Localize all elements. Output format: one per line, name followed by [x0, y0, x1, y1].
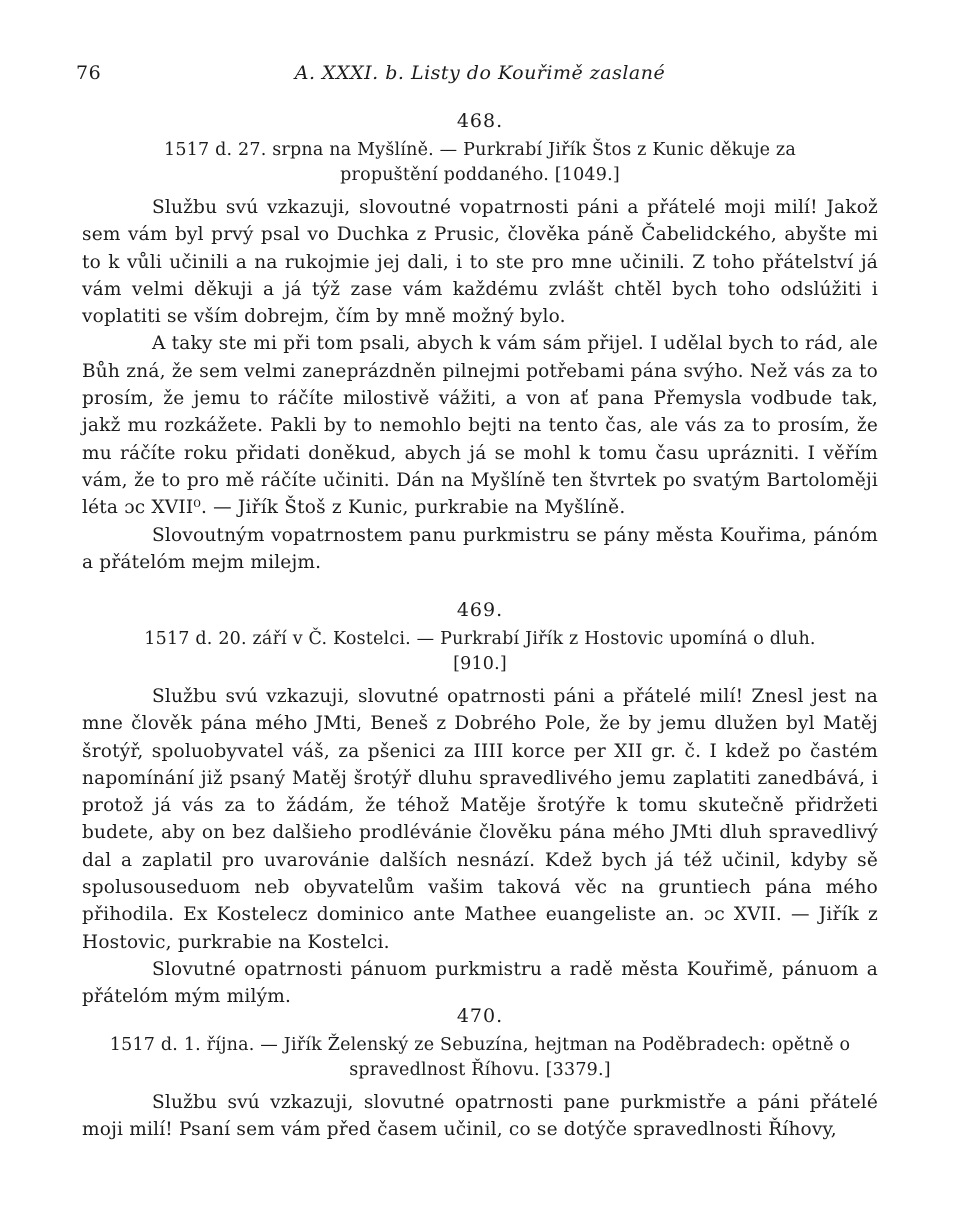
entry-regest: 1517 d. 20. září v Č. Kostelci. — Purkrabí Jiřík z Hostovic upomíná o dluh. [910.]: [144, 629, 816, 674]
entry-regest: 1517 d. 27. srpna na Myšlíně. — Purkrabí Jiřík Štos z Kunic děkuje za propuštění poddaného. [1049.]: [164, 140, 796, 185]
page-number: 76: [76, 62, 102, 84]
running-title: A. XXXI. b. Listy do Kouřimě zaslané: [294, 62, 666, 84]
entry-number: 468.: [456, 110, 504, 132]
entry-number: 469.: [456, 599, 504, 621]
letter-entry-469: [82, 597, 878, 1011]
running-head: [76, 62, 878, 88]
letter-paragraph: Službu svú vzkazuji, slovutné opatrnosti pane purkmistře a páni přátelé moji milí! Psaní sem vám před časem učinil, co se dotýče spravedlnosti Říhovy,: [82, 1092, 878, 1141]
letter-address: Slovutné opatrnosti pánuom purkmistru a radě města Kouřimě, pánuom a přátelóm mým milým.: [82, 958, 878, 1008]
entry-regest: 1517 d. 1. října. — Jiřík Želenský ze Sebuzína, hejtman na Poděbradech: opětně o spravedlnost Říhovu. [3379.]: [109, 1035, 851, 1080]
entry-number: 470.: [456, 1005, 504, 1027]
letter-entry-468: [82, 108, 878, 576]
letter-paragraph: A taky ste mi při tom psali, abych k vám sám přijel. I udělal bych to rád, ale Bůh zná, že sem velmi zaneprázdněn pilnejmi potřebami pána svýho. Než vás za to prosím, že jemu to ráčíte milostivě vážiti, a von ať pana Přemysla vodbude tak, jakž mu rozkážete. Pakli by to nemohlo bejti na tento čas, ale vás za to prosím, že mu ráčíte roku přidati doněkud, abych já se mohl k tomu času uprázniti. I věřím vám, že to pro mě ráčíte učiniti. Dán na Myšlíně ten štvrtek po svatým Bartoloměji léta ɔc XVII⁰. — Jiřík Štoš z Kunic, purkrabie na Myšlíně.: [82, 333, 878, 519]
letter-address: Slovoutným vopatrnostem panu purkmistru se pány města Kouřima, pánóm a přátelóm mejm milejm.: [82, 524, 878, 573]
letter-paragraph: Službu svú vzkazuji, slovoutné vopatrnosti páni a přátelé moji milí! Jakož sem vám byl prvý psal vo Duchka z Prusic, člověka páně Čabelidckého, abyšte mi to k vůli učinili a na rukojmie jej dali, i to ste pro mne učinili. Z toho přátelství já vám velmi děkuji a já týž zase vám každému zvlášt chtěl bych toho odslúžiti i voplatiti se vším dobrejm, čím by mně možný bylo.: [82, 197, 878, 328]
letter-paragraph: Službu svú vzkazuji, slovutné opatrnosti páni a přátelé milí! Znesl jest na mne člověk pána mého JMti, Beneš z Dobrého Pole, že by jemu dlužen byl Matěj šrotýř, spoluobyvatel váš, za pšenici za IIII korce per XII gr. č. I kdež po častém napomínání již psaný Matěj šrotýř dluhu spravedlivého jemu zaplatiti zanedbává, i protož já vás za to žádám, že téhož Matěje šrotýře k tomu skutečně přidržeti budete, aby on bez dalšieho prodlévánie člověku pána mého JMti dluh spravedlivý dal a zaplatil pro uvarovánie dalších nesnází. Kdež bych já též učinil, kdyby sě spolusouseduom neb obyvatelům vašim taková věc na gruntiech pána mého přihodila. Ex Kostelecz dominico ante Mathee euangeliste an. ɔc XVII. — Jiřík z Hostovic, purkrabie na Kostelci.: [82, 686, 878, 953]
letter-entry-470: [82, 1003, 878, 1144]
